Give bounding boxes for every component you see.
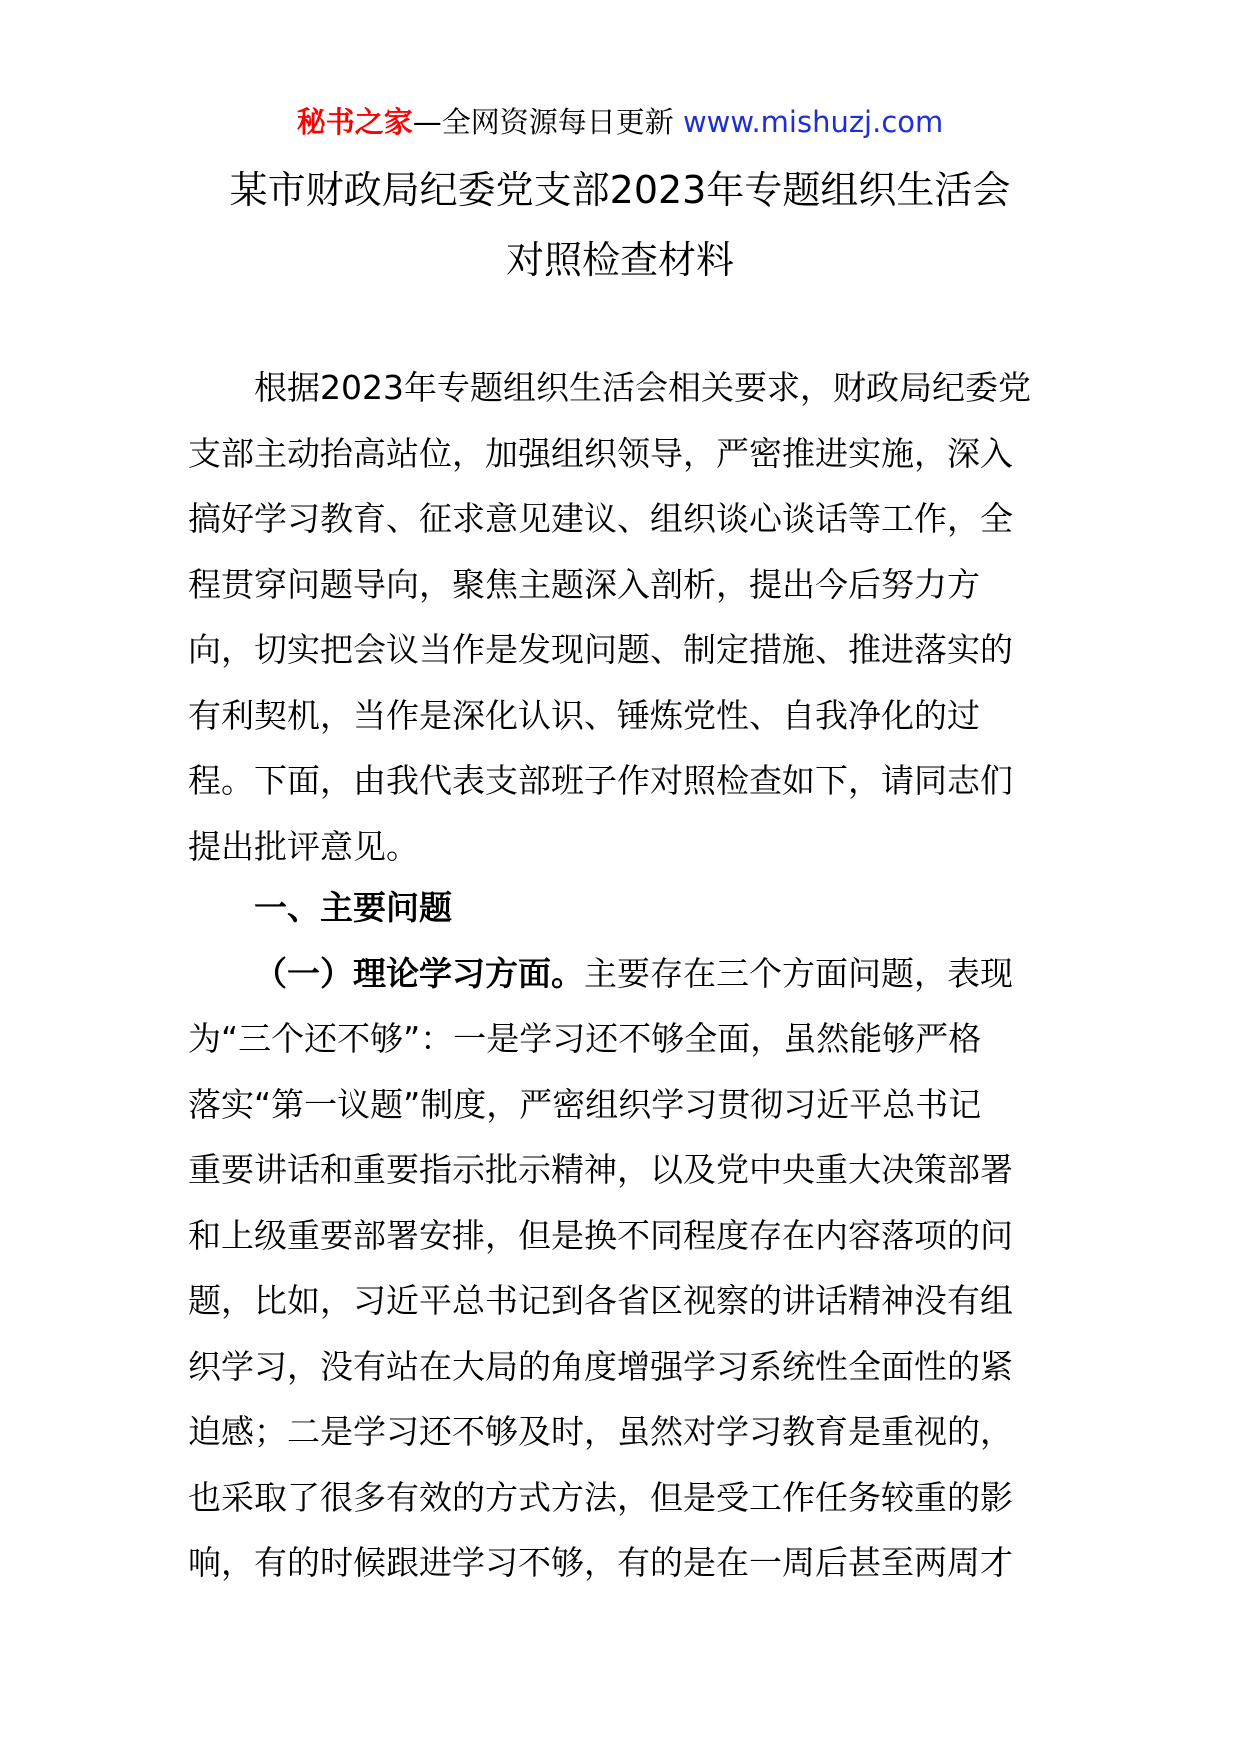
banner-slogan: —全网资源每日更新 bbox=[412, 105, 683, 139]
paragraph-line: 落实“第一议题”制度，严密组织学习贯彻习近平总书记 bbox=[188, 1084, 982, 1124]
paragraph-line: 程贯穿问题导向，聚焦主题深入剖析，提出今后努力方 bbox=[188, 564, 980, 604]
paragraph-line: 也采取了很多有效的方式方法，但是受工作任务较重的影 bbox=[188, 1477, 1013, 1517]
paragraph-line: 织学习，没有站在大局的角度增强学习系统性全面性的紧 bbox=[188, 1346, 1013, 1386]
document-title-line-1: 某市财政局纪委党支部2023年专题组织生活会 bbox=[229, 168, 1011, 212]
paragraph-line: 和上级重要部署安排，但是换不同程度存在内容落项的问 bbox=[188, 1215, 1013, 1255]
paragraph-line: 向，切实把会议当作是发现问题、制定措施、推进落实的 bbox=[188, 630, 1013, 669]
paragraph-line: 响，有的时候跟进学习不够，有的是在一周后甚至两周才 bbox=[188, 1543, 1013, 1582]
paragraph-line: 迫感；二是学习还不够及时，虽然对学习教育是重视的， bbox=[188, 1412, 1013, 1451]
paragraph-line: 支部主动抬高站位，加强组织领导，严密推进实施，深入 bbox=[188, 433, 1013, 473]
paragraph-line: 程。下面，由我代表支部班子作对照检查如下，请同志们 bbox=[188, 761, 1013, 800]
document-title-line-2: 对照检查材料 bbox=[505, 238, 734, 282]
banner-url-link[interactable]: www.mishuzj.com bbox=[682, 105, 944, 139]
paragraph-line: 根据2023年专题组织生活会相关要求，财政局纪委党 bbox=[254, 368, 1031, 407]
section-1 bbox=[188, 875, 1068, 1596]
banner-brand: 秘书之家 bbox=[296, 105, 413, 139]
paragraph-line: 提出批评意见。 bbox=[188, 826, 419, 866]
paragraph-line: 重要讲话和重要指示批示精神，以及党中央重大决策部署 bbox=[188, 1150, 1013, 1189]
paragraph-line: 搞好学习教育、征求意见建议、组织谈心谈话等工作，全 bbox=[188, 499, 1013, 538]
site-banner bbox=[0, 100, 1240, 144]
paragraph-line: 题，比如，习近平总书记到各省区视察的讲话精神没有组 bbox=[188, 1281, 1013, 1320]
subsection-first-line bbox=[188, 941, 1068, 1007]
subsection-text: 主要存在三个方面问题，表现 bbox=[584, 953, 1013, 993]
paragraph-line: 为“三个还不够”：一是学习还不够全面，虽然能够严格 bbox=[188, 1019, 982, 1058]
subsection-heading: （一）理论学习方面。 bbox=[254, 953, 584, 993]
section-heading: 一、主要问题 bbox=[254, 888, 452, 927]
paragraph-line: 有利契机，当作是深化认识、锤炼党性、自我净化的过 bbox=[188, 695, 980, 735]
intro-paragraph bbox=[188, 355, 1068, 879]
